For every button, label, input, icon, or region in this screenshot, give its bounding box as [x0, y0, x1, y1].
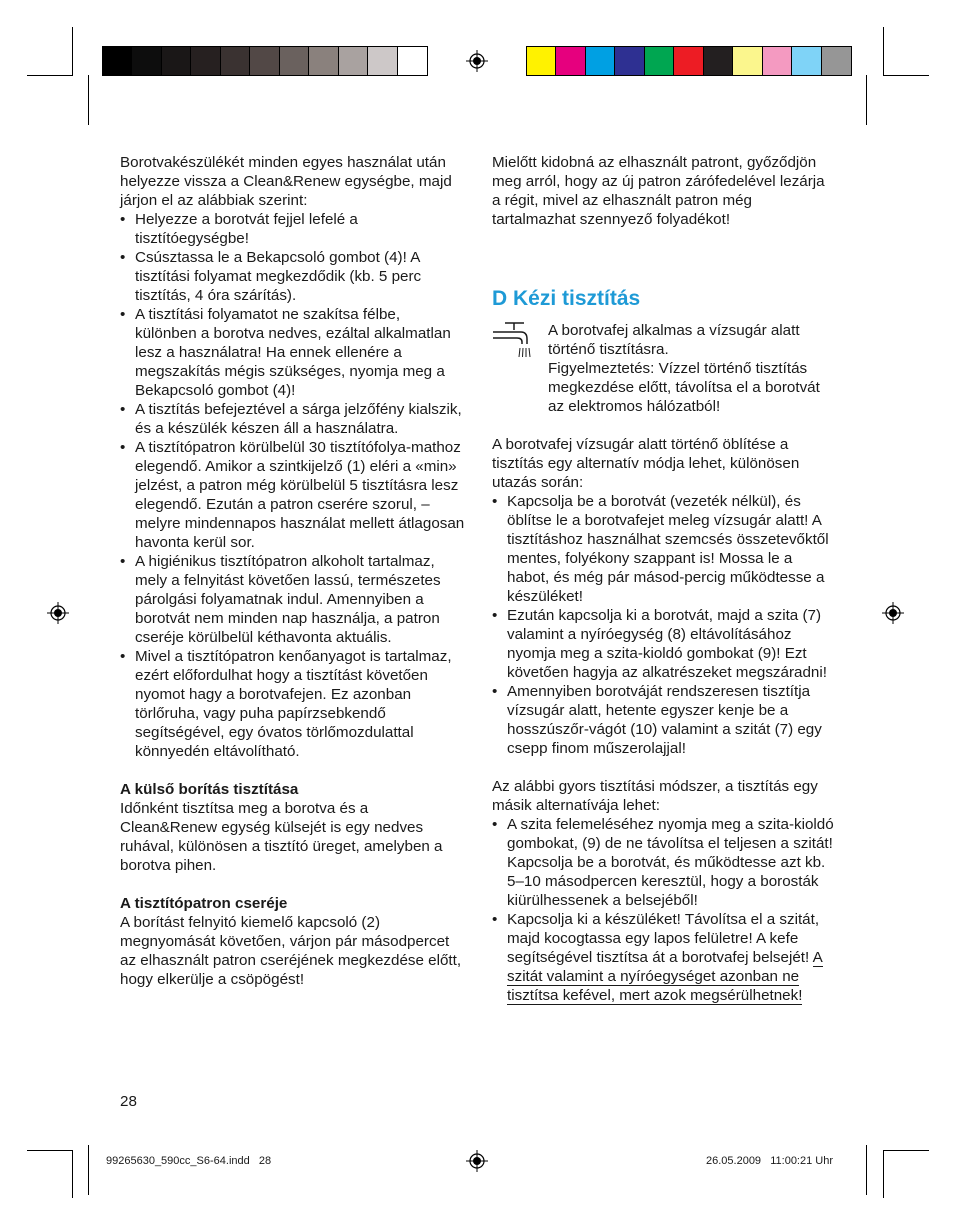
- color-swatch: [221, 47, 250, 75]
- page-number: 28: [120, 1093, 137, 1110]
- list-item: • Helyezze a borotvát fejjel lefelé a tisztítóegységbe!: [120, 210, 465, 248]
- color-swatch: [792, 47, 821, 75]
- tap-note: [492, 321, 834, 416]
- crop-mark: [72, 1150, 73, 1198]
- crop-mark: [883, 1150, 929, 1151]
- left-column: [120, 153, 465, 989]
- color-swatch: [674, 47, 703, 75]
- color-swatch: [822, 47, 851, 75]
- outer-cleaning-heading: A külső borítás tisztítása: [120, 781, 299, 798]
- crop-mark: [866, 75, 867, 125]
- crop-mark: [866, 1145, 867, 1195]
- list-item: • A szita felemeléséhez nyomja meg a szita-kioldó gombokat, (9) de ne távolítsa el teljesen a szitát! Kapcsolja be a borotvát, és működtesse azt kb. 5–10 másodpercen keresztül, hogy a borosták kiürülhessenek a belsejéből!: [492, 815, 834, 910]
- crop-mark: [883, 27, 884, 75]
- list-item: • Mivel a tisztítópatron kenőanyagot is tartalmaz, ezért előfordulhat hogy a tisztítást követően nyomot hagy a borotvafejen. Ez azonban törlőruha, vagy puha papírzsebkendő segítségével, egy óvatos törlőmozdulattal könnyedén eltávolítható.: [120, 647, 465, 761]
- color-swatch: [398, 47, 427, 75]
- registration-mark-icon: [882, 602, 904, 624]
- cartridge-change-heading: A tisztítópatron cseréje: [120, 895, 288, 912]
- tap-note-text: A borotvafej alkalmas a vízsugár alatt történő tisztításra.: [548, 322, 800, 358]
- color-swatch: [763, 47, 792, 75]
- registration-mark-icon: [466, 1150, 488, 1172]
- underlined-warning: A szitát valamint a nyíróegységet azonban ne tisztítsa kefével, mert azok megsérülhetnek!: [507, 949, 823, 1004]
- crop-mark: [27, 1150, 73, 1151]
- color-swatch: [250, 47, 279, 75]
- list-item: • Ezután kapcsolja ki a borotvát, majd a szita (7) valamint a nyíróegység (8) eltávolításához nyomja meg a szita-kioldó gombokat (9)! Ezt követően hagyja az alkatrészeket megszáradni!: [492, 606, 834, 682]
- color-swatch: [191, 47, 220, 75]
- list-item: • A tisztítás befejeztével a sárga jelzőfény kialszik, és a készülék készen áll a használatra.: [120, 400, 465, 438]
- color-swatch: [339, 47, 368, 75]
- list-item: [492, 910, 834, 1005]
- gray-color-bar: [102, 46, 428, 76]
- color-swatch: [132, 47, 161, 75]
- quick-cleaning-intro: Az alábbi gyors tisztítási módszer, a tisztítás egy másik alternatívája lehet:: [492, 778, 818, 814]
- footer-timestamp: 26.05.2009 11:00:21 Uhr: [706, 1155, 834, 1167]
- intro-paragraph: Borotvakészülékét minden egyes használat után helyezze vissza a Clean&Renew egységbe, majd járjon el az alábbiak szerint:: [120, 154, 452, 209]
- color-swatch: [103, 47, 132, 75]
- disposal-paragraph: Mielőtt kidobná az elhasznált patront, győződjön meg arról, hogy az új patron zárófedelével lezárja a régit, mivel az elhasznált patron még tartalmazhat szennyező folyadékot!: [492, 154, 825, 228]
- color-swatch: [615, 47, 644, 75]
- section-title: D Kézi tisztítás: [492, 287, 641, 310]
- outer-cleaning-text: Időnként tisztítsa meg a borotva és a Clean&Renew egység külsejét is egy nedves ruhával, különösen a tisztító üreget, amelyben a borotva pihen.: [120, 800, 443, 874]
- crop-mark: [72, 27, 73, 75]
- color-swatch: [704, 47, 733, 75]
- list-item-text: Kapcsolja ki a készüléket! Távolítsa el a szitát, majd kocogtassa egy lapos felületre! A kefe segítségével tisztítsa át a borotvafej belsejét!: [507, 911, 820, 966]
- color-swatch: [556, 47, 585, 75]
- crop-mark: [88, 1145, 89, 1195]
- color-swatch: [280, 47, 309, 75]
- list-item: • A tisztítási folyamatot ne szakítsa félbe, különben a borotva nedves, ezáltal alkalmatlan lesz a használatra! Ha ennek ellenére a megszakítás mégis szükséges, nyomja meg a Bekapcsoló gombot (4)!: [120, 305, 465, 400]
- crop-mark: [27, 75, 73, 76]
- list-item: • A higiénikus tisztítópatron alkoholt tartalmaz, mely a felnyitást követően lassú, természetes párolgási folyamatnak indul. Amennyiben a borotvát nem minden nap használja, a patron cseréje körülbelül kéthavonta aktuális.: [120, 552, 465, 647]
- crop-mark: [883, 1150, 884, 1198]
- color-swatch: [527, 47, 556, 75]
- color-swatch: [309, 47, 338, 75]
- color-swatch: [368, 47, 397, 75]
- color-swatch: [586, 47, 615, 75]
- list-item: • Kapcsolja be a borotvát (vezeték nélkül), és öblítse le a borotvafejet meleg vízsugár alatt! A tisztításhoz használhat szemcsés összetevőktől mentes, folyékony szappant is! Mossa le a habot, és még pár másod-percig működtesse a készüléket!: [492, 492, 834, 606]
- process-color-bar: [526, 46, 852, 76]
- footer-file-label: 99265630_590cc_S6-64.indd 28: [106, 1155, 272, 1167]
- list-item: • Amennyiben borotváját rendszeresen tisztítja vízsugár alatt, hetente egyszer kenje be a hosszúszőr-vágót (10) valamint a szitát (7) egy csepp finom műszerolajjal!: [492, 682, 834, 758]
- list-item: • A tisztítópatron körülbelül 30 tisztítófolya-mathoz elegendő. Amikor a szintkijelző (1) eléri a «min» jelzést, a patron még körülbelül 5 tisztításra lesz elegendő. Ezután a patron cserére szorul, – melyre mindennapos használat mellett átlagosan havonta kerül sor.: [120, 438, 465, 552]
- crop-mark: [88, 75, 89, 125]
- cartridge-change-text: A borítást felnyitó kiemelő kapcsoló (2) megnyomását követően, várjon pár másodpercet az elhasznált patron cseréjének megkezdése előtt, hogy elkerülje a csöpögést!: [120, 914, 462, 988]
- crop-mark: [883, 75, 929, 76]
- rinse-intro: A borotvafej vízsugár alatt történő öblítése a tisztítás egy alternatív módja lehet, különösen utazás során:: [492, 436, 800, 491]
- tap-warning-text: Figyelmeztetés: Vízzel történő tisztítás megkezdése előtt, távolítsa el a borotvát az elektromos hálózatból!: [548, 360, 820, 415]
- registration-mark-icon: [466, 50, 488, 72]
- list-item: • Csúsztassa le a Bekapcsoló gombot (4)! A tisztítási folyamat megkezdődik (kb. 5 perc tisztítás, 4 óra szárítás).: [120, 248, 465, 305]
- color-swatch: [733, 47, 762, 75]
- water-tap-icon: [492, 321, 548, 416]
- right-column: [492, 153, 834, 1005]
- color-swatch: [645, 47, 674, 75]
- color-swatch: [162, 47, 191, 75]
- registration-mark-icon: [47, 602, 69, 624]
